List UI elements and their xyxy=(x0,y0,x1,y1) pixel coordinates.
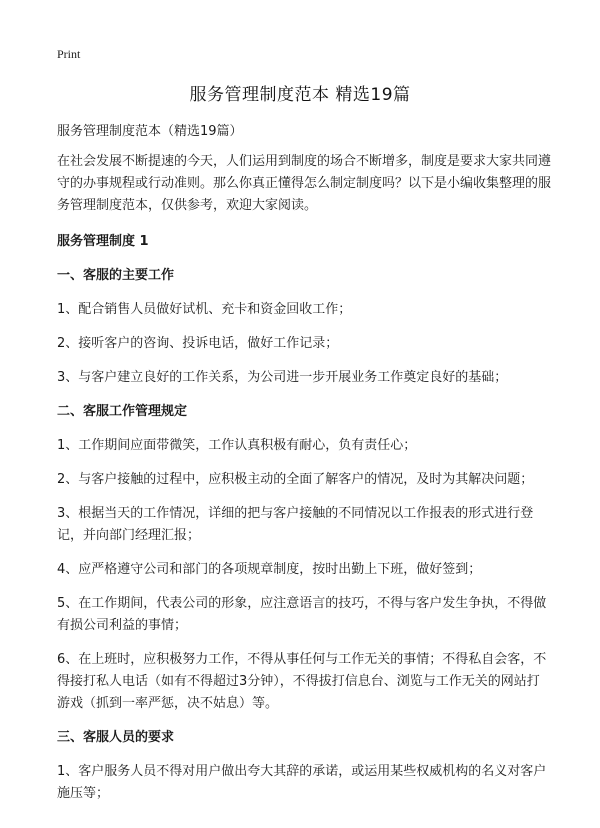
list-item: 2、与客户接触的过程中，应积极主动的全面了解客户的情况，及时为其解决问题； xyxy=(57,472,534,487)
list-item: 3、与客户建立良好的工作关系，为公司进一步开展业务工作奠定良好的基础； xyxy=(57,370,508,385)
list-item: 4、应严格遵守公司和部门的各项规章制度，按时出勤上下班，做好签到； xyxy=(57,562,482,577)
document-body xyxy=(57,121,552,817)
chapter-title: 服务管理制度 1 xyxy=(57,234,149,249)
section-heading: 三、客服人员的要求 xyxy=(57,730,175,745)
list-item: 1、工作期间应面带微笑，工作认真积极有耐心，负有责任心； xyxy=(57,438,417,453)
list-item: 2、接听客户的咨询、投诉电话，做好工作记录； xyxy=(57,336,339,351)
section-heading: 二、客服工作管理规定 xyxy=(57,404,188,419)
list-item: 5、在工作期间，代表公司的形象，应注意语言的技巧，不得与客户发生争执，不得做有损公司利益的事情； xyxy=(57,596,547,633)
intro-paragraph: 在社会发展不断提速的今天，人们运用到制度的场合不断增多，制度是要求大家共同遵守的办事规程或行动准则。那么你真正懂得怎么制定制度吗？以下是小编收集整理的服务管理制度范本，仅供参考，欢迎大家阅读。 xyxy=(57,154,552,213)
list-item: 3、根据当天的工作情况，详细的把与客户接触的不同情况以工作报表的形式进行登记，并向部门经理汇报； xyxy=(57,506,534,543)
section-heading: 一、客服的主要工作 xyxy=(57,268,175,283)
print-link[interactable]: Print xyxy=(57,47,81,61)
document-subtitle: 服务管理制度范本（精选19篇） xyxy=(57,124,243,139)
list-item: 1、配合销售人员做好试机、充卡和资金回收工作； xyxy=(57,302,352,317)
page-title: 服务管理制度范本 精选19篇 xyxy=(189,85,411,105)
list-item: 1、客户服务人员不得对用户做出夸大其辞的承诺，或运用某些权威机构的名义对客户施压等； xyxy=(57,764,547,801)
list-item: 6、在上班时，应积极努力工作，不得从事任何与工作无关的事情；不得私自会客，不得接打私人电话（如有不得超过3分钟），不得拔打信息台、浏览与工作无关的网站打游戏（抓到一率严惩，决不姑息）等。 xyxy=(57,652,547,711)
